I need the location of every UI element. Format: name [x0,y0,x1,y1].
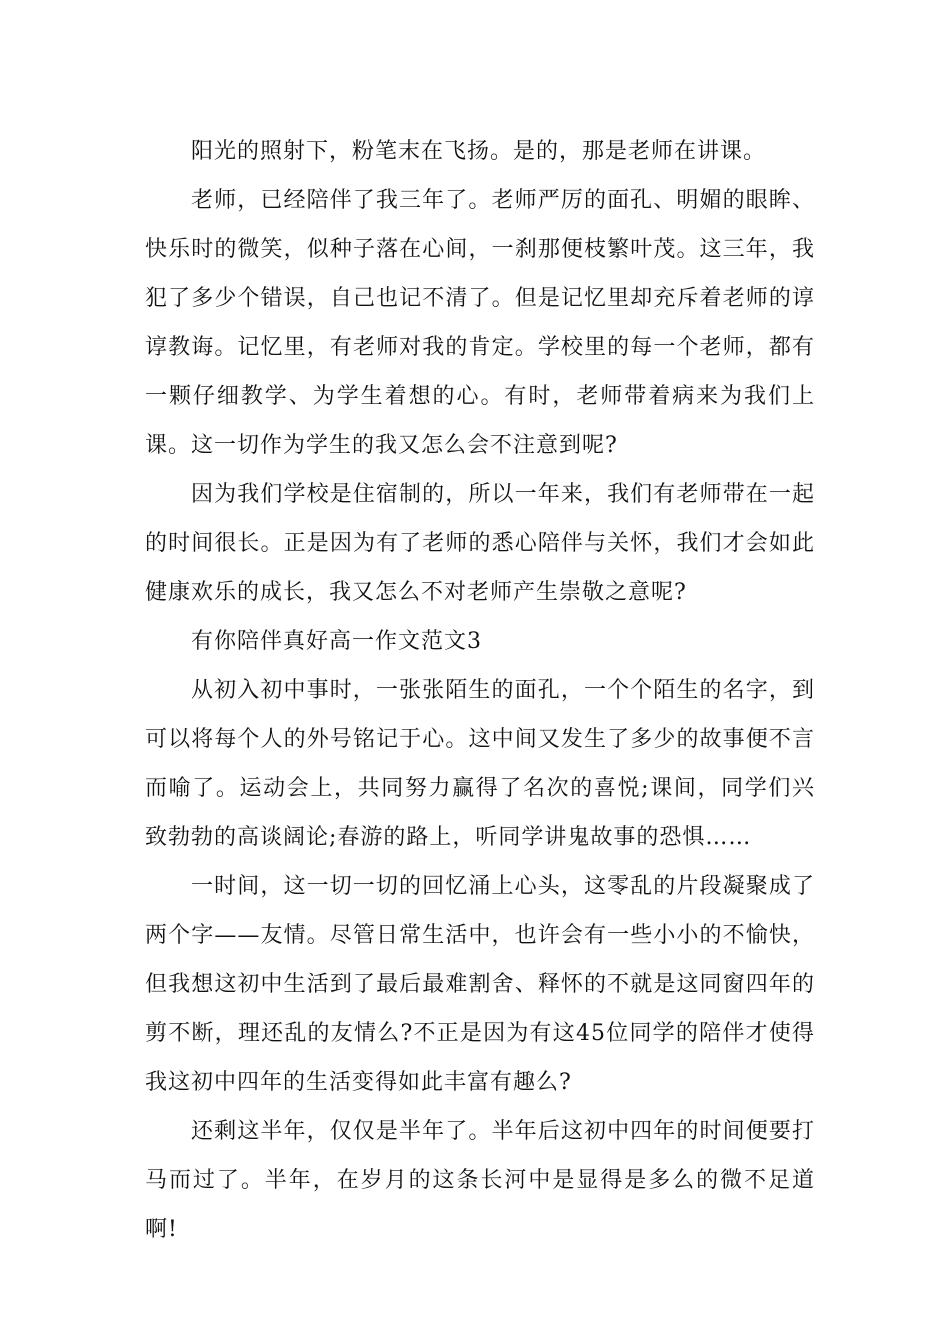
paragraph-half-year-left: 还剩这半年，仅仅是半年了。半年后这初中四年的时间便要打马而过了。半年，在岁月的这条长河中是显得是多么的微不足道啊! [145,1119,815,1242]
paragraph-junior-high-start: 从初入初中事时，一张张陌生的面孔，一个个陌生的名字，到可以将每个人的外号铭记于心。这中间又发生了多少的故事便不言而喻了。运动会上，共同努力赢得了名次的喜悦;课间，同学们兴致勃勃的高谈阔论;春游的路上，听同学讲鬼故事的恐惧…… [145,678,815,850]
section-heading: 有你陪伴真好高一作文范文3 [191,629,482,654]
paragraph-friendship: 一时间，这一切一切的回忆涌上心头，这零乱的片段凝聚成了两个字——友情。尽管日常生活中，也许会有一些小小的不愉快，但我想这初中生活到了最后最难割舍、释怀的不就是这同窗四年的剪不断，理还乱的友情么?不正是因为有这45位同学的陪伴才使得我这初中四年的生活变得如此丰富有趣么? [145,874,815,1095]
paragraph-teacher-three-years: 老师，已经陪伴了我三年了。老师严厉的面孔、明媚的眼眸、快乐时的微笑，似种子落在心间，一刹那便枝繁叶茂。这三年，我犯了多少个错误，自己也记不清了。但是记忆里却充斥着老师的谆谆教诲。记忆里，有老师对我的肯定。学校里的每一个老师，都有一颗仔细教学、为学生着想的心。有时，老师带着病来为我们上课。这一切作为学生的我又怎么会不注意到呢? [145,188,815,458]
paragraph-boarding-school: 因为我们学校是住宿制的，所以一年来，我们有老师带在一起的时间很长。正是因为有了老师的悉心陪伴与关怀，我们才会如此健康欢乐的成长，我又怎么不对老师产生崇敬之意呢? [145,482,815,605]
paragraph-sunlight-chalk: 阳光的照射下，粉笔末在飞扬。是的，那是老师在讲课。 [191,139,767,164]
document-body [145,127,815,1254]
